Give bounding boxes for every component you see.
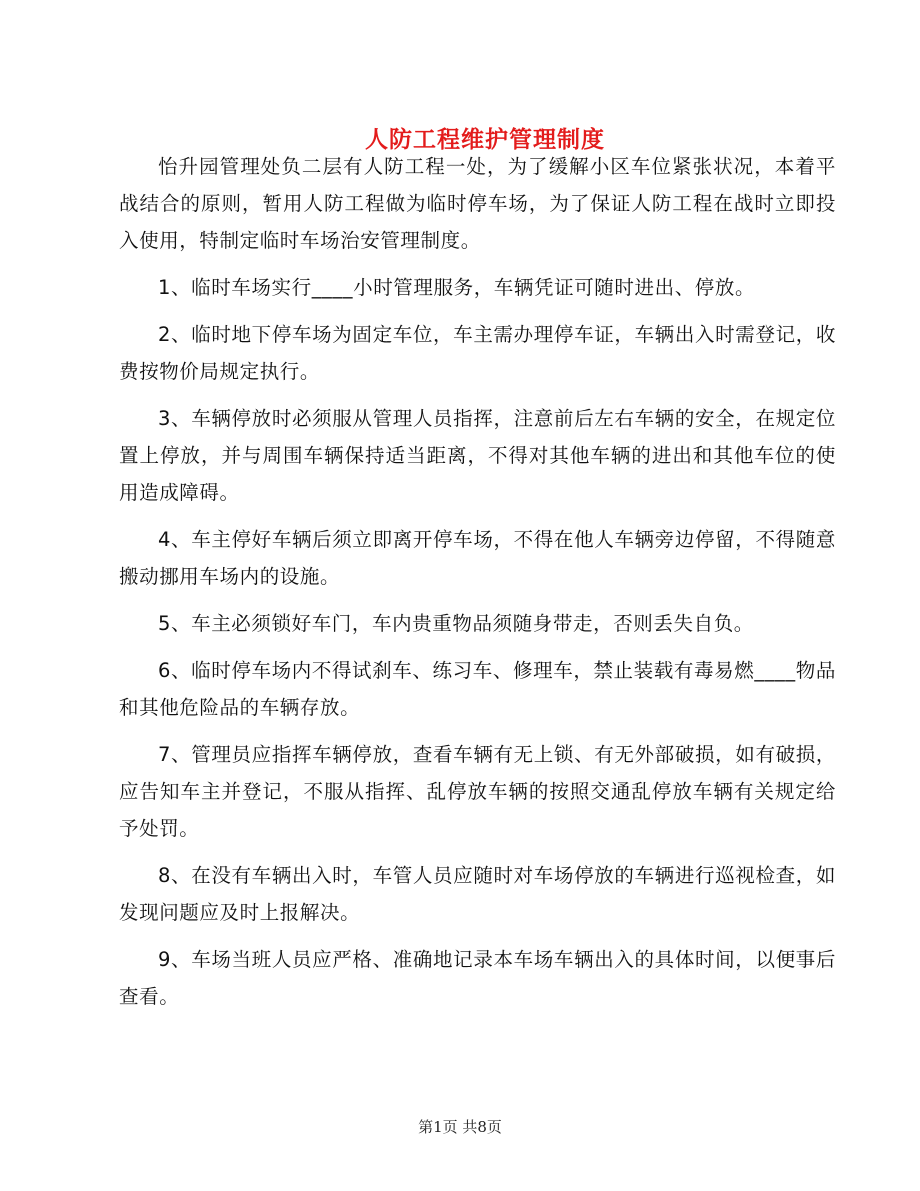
rule-paragraph-1: 1、临时车场实行____小时管理服务，车辆凭证可随时进出、停放。 — [158, 276, 756, 299]
rule-paragraph-9: 9、车场当班人员应严格、准确地记录本车场车辆出入的具体时间，以便事后查看。 — [119, 948, 836, 1008]
document-title: 人防工程维护管理制度 — [365, 126, 605, 154]
intro-paragraph: 怡升园管理处负二层有人防工程一处，为了缓解小区车位紧张状况，本着平战结合的原则，暂用人防工程做为临时停车场，为了保证人防工程在战时立即投入使用，特制定临时车场治安管理制度。 — [119, 155, 836, 252]
document-body — [119, 148, 836, 1015]
rule-paragraph-8: 8、在没有车辆出入时，车管人员应随时对车场停放的车辆进行巡视检查，如发现问题应及时上报解决。 — [119, 864, 836, 924]
rule-paragraph-5: 5、车主必须锁好车门，车内贵重物品须随身带走，否则丢失自负。 — [158, 612, 754, 635]
page-number: 第1页 共8页 — [418, 1118, 502, 1136]
rule-paragraph-6: 6、临时停车场内不得试刹车、练习车、修理车，禁止装载有毒易燃____物品和其他危险品的车辆存放。 — [119, 659, 836, 719]
rule-paragraph-4: 4、车主停好车辆后须立即离开停车场，不得在他人车辆旁边停留，不得随意搬动挪用车场内的设施。 — [119, 528, 836, 588]
rule-paragraph-2: 2、临时地下停车场为固定车位，车主需办理停车证，车辆出入时需登记，收费按物价局规定执行。 — [119, 323, 836, 383]
rule-paragraph-3: 3、车辆停放时必须服从管理人员指挥，注意前后左右车辆的安全，在规定位置上停放，并与周围车辆保持适当距离，不得对其他车辆的进出和其他车位的使用造成障碍。 — [119, 407, 836, 504]
rule-paragraph-7: 7、管理员应指挥车辆停放，查看车辆有无上锁、有无外部破损，如有破损，应告知车主并登记，不服从指挥、乱停放车辆的按照交通乱停放车辆有关规定给予处罚。 — [119, 743, 836, 840]
